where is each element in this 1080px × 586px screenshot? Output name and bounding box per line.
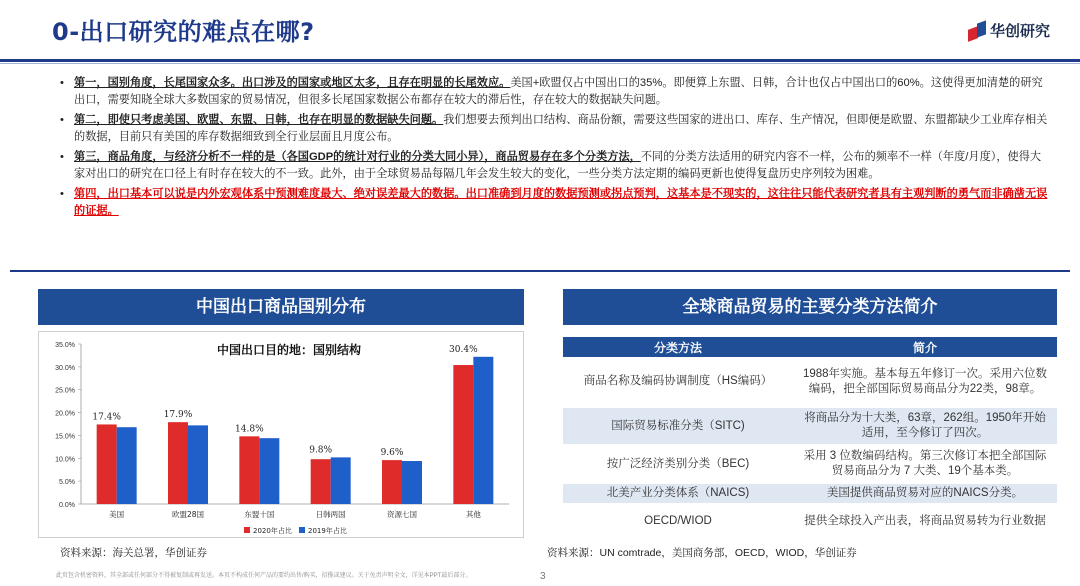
left-source: 资料来源：海关总署，华创证券 bbox=[60, 547, 207, 559]
bar-2019 bbox=[473, 357, 493, 504]
table-row bbox=[563, 407, 1057, 445]
y-tick-label: 15.0% bbox=[55, 433, 75, 441]
bar-2020 bbox=[453, 365, 473, 504]
table-cell: 国际贸易标准分类（SITC) bbox=[563, 407, 793, 445]
export-chart bbox=[38, 331, 524, 538]
x-tick-label: 其他 bbox=[465, 510, 481, 519]
y-tick-label: 20.0% bbox=[55, 410, 75, 418]
bullet-item bbox=[60, 149, 1050, 182]
legend-label: 2020年占比 bbox=[253, 527, 292, 535]
y-tick-label: 25.0% bbox=[55, 387, 75, 395]
bar-2019 bbox=[259, 438, 279, 504]
legend-label: 2019年占比 bbox=[308, 527, 347, 535]
logo bbox=[968, 20, 1050, 41]
x-tick-label: 东盟十国 bbox=[244, 510, 275, 519]
table-cell: 提供全球投入产出表，将商品贸易转为行业数据 bbox=[793, 504, 1057, 538]
table-cell: 按广泛经济类别分类（BEC) bbox=[563, 445, 793, 483]
table-row bbox=[563, 445, 1057, 483]
bullet-bold: 第三，商品角度，与经济分析不一样的是（各国GDP的统计对行业的分类大同小异），商品贸易存在多个分类方法， bbox=[74, 151, 641, 163]
classification-table bbox=[563, 337, 1057, 539]
table-row bbox=[563, 357, 1057, 407]
data-label: 17.4% bbox=[92, 412, 121, 423]
bullet-bold: 第二，即使只考虑美国、欧盟、东盟、日韩，也存在明显的数据缺失问题。 bbox=[74, 114, 444, 126]
bar-2020 bbox=[382, 460, 402, 504]
right-source: 资料来源：UN comtrade，美国商务部，OECD，WIOD，华创证券 bbox=[547, 547, 857, 559]
table-header-method: 分类方法 bbox=[563, 337, 793, 357]
table-row bbox=[563, 483, 1057, 504]
data-label: 17.9% bbox=[163, 410, 193, 421]
table-cell: OECD/WIOD bbox=[563, 504, 793, 538]
table-header-row bbox=[563, 337, 1057, 357]
data-label: 14.8% bbox=[235, 424, 264, 435]
table-cell: 将商品分为十大类，63章，262组。1950年开始适用，至今修订了四次。 bbox=[793, 407, 1057, 445]
bar-2019 bbox=[188, 425, 208, 504]
x-tick-label: 日韩两国 bbox=[315, 510, 346, 519]
bar-2019 bbox=[117, 427, 137, 504]
bullet-item bbox=[60, 75, 1050, 108]
bar-2019 bbox=[331, 457, 351, 504]
data-label: 9.6% bbox=[380, 448, 404, 459]
logo-icon bbox=[968, 22, 986, 40]
logo-text: 华创研究 bbox=[989, 22, 1050, 40]
chart-svg bbox=[39, 332, 525, 539]
table-row bbox=[563, 504, 1057, 538]
bullet-item bbox=[60, 112, 1050, 145]
page-number: 3 bbox=[540, 571, 546, 582]
chart-title: 中国出口目的地：国别结构 bbox=[216, 343, 362, 357]
y-tick-label: 5.0% bbox=[59, 479, 75, 487]
legend-swatch bbox=[299, 527, 305, 533]
disclaimer: 此页包含机密资料，其全部或任何部分不得被复制或再发送。本页不构成任何产品的要约出售/购买，招揽或建议。关于免责声明全文，详见本PPT最后部分。 bbox=[56, 573, 472, 579]
bullet-red: 第四，出口基本可以说是内外宏观体系中预测难度最大、绝对误差最大的数据。出口准确到月度的数据预测或拐点预判，这基本是不现实的，这往往只能代表研究者具有主观判断的勇气而非确凿无误的证据。 bbox=[74, 188, 1048, 217]
legend-swatch bbox=[244, 527, 250, 533]
x-tick-label: 美国 bbox=[109, 510, 125, 519]
title-divider bbox=[0, 59, 1080, 62]
bar-2019 bbox=[402, 461, 422, 504]
bar-2020 bbox=[239, 436, 259, 504]
y-tick-label: 10.0% bbox=[55, 456, 75, 464]
y-tick-label: 0.0% bbox=[59, 502, 75, 509]
page-title: 0-出口研究的难点在哪? bbox=[52, 18, 315, 46]
bar-2020 bbox=[97, 424, 117, 504]
right-panel-header: 全球商品贸易的主要分类方法简介 bbox=[563, 289, 1057, 325]
title-divider-thin bbox=[0, 63, 1080, 64]
bar-2020 bbox=[168, 422, 188, 504]
section-divider bbox=[10, 270, 1070, 272]
table-cell: 采用 3 位数编码结构。第三次修订本把全部国际贸易商品分为 7 大类、19个基本类。 bbox=[793, 445, 1057, 483]
bullet-text: 我们想要去预判出口结构、商品份额，需要这些国家的进出口、库存、生产情况，但即便是欧盟、东盟都缺少工业库存相关的数据，目前只有美国的库存数据细致到全行业层面且月度公布。 bbox=[74, 114, 1048, 143]
y-tick-label: 30.0% bbox=[55, 364, 75, 372]
table-cell: 商品名称及编码协调制度（HS编码） bbox=[563, 357, 793, 407]
bullet-list bbox=[60, 75, 1050, 223]
data-label: 9.8% bbox=[309, 445, 333, 456]
bullet-item bbox=[60, 186, 1050, 219]
x-tick-label: 资源七国 bbox=[387, 510, 417, 519]
x-tick-label: 欧盟28国 bbox=[171, 510, 205, 519]
bullet-text: 不同的分类方法适用的研究内容不一样，公布的频率不一样（年度/月度），使得大家对出口的研究在口径上有时存在较大的不一致。此外，由于全球贸易品每隔几年会发生较大的变化，一些分类方法定期的编码更新也使得复盘历史序列较为困难。 bbox=[74, 151, 1042, 180]
data-label: 30.4% bbox=[449, 344, 478, 355]
bullet-bold: 第一，国别角度，长尾国家众多。出口涉及的国家或地区太多，且存在明显的长尾效应。 bbox=[74, 77, 511, 89]
y-tick-label: 35.0% bbox=[55, 342, 75, 349]
table-cell: 1988年实施。基本每五年修订一次。采用六位数编码，把全部国际贸易商品分为22类，98章。 bbox=[793, 357, 1057, 407]
bar-2020 bbox=[311, 459, 331, 504]
bullet-text: 美国+欧盟仅占中国出口的35%。即便算上东盟、日韩，合计也仅占中国出口的60%。这使得更加清楚的研究出口，需要知晓全球大多数国家的贸易情况，但很多长尾国家数据公布都存在较大的滞后性，存在较大的数据缺失问题。 bbox=[74, 77, 1043, 106]
table-cell: 美国提供商品贸易对应的NAICS分类。 bbox=[793, 483, 1057, 504]
table-header-intro: 简介 bbox=[793, 337, 1057, 357]
left-panel-header: 中国出口商品国别分布 bbox=[38, 289, 524, 325]
table-cell: 北美产业分类体系（NAICS) bbox=[563, 483, 793, 504]
